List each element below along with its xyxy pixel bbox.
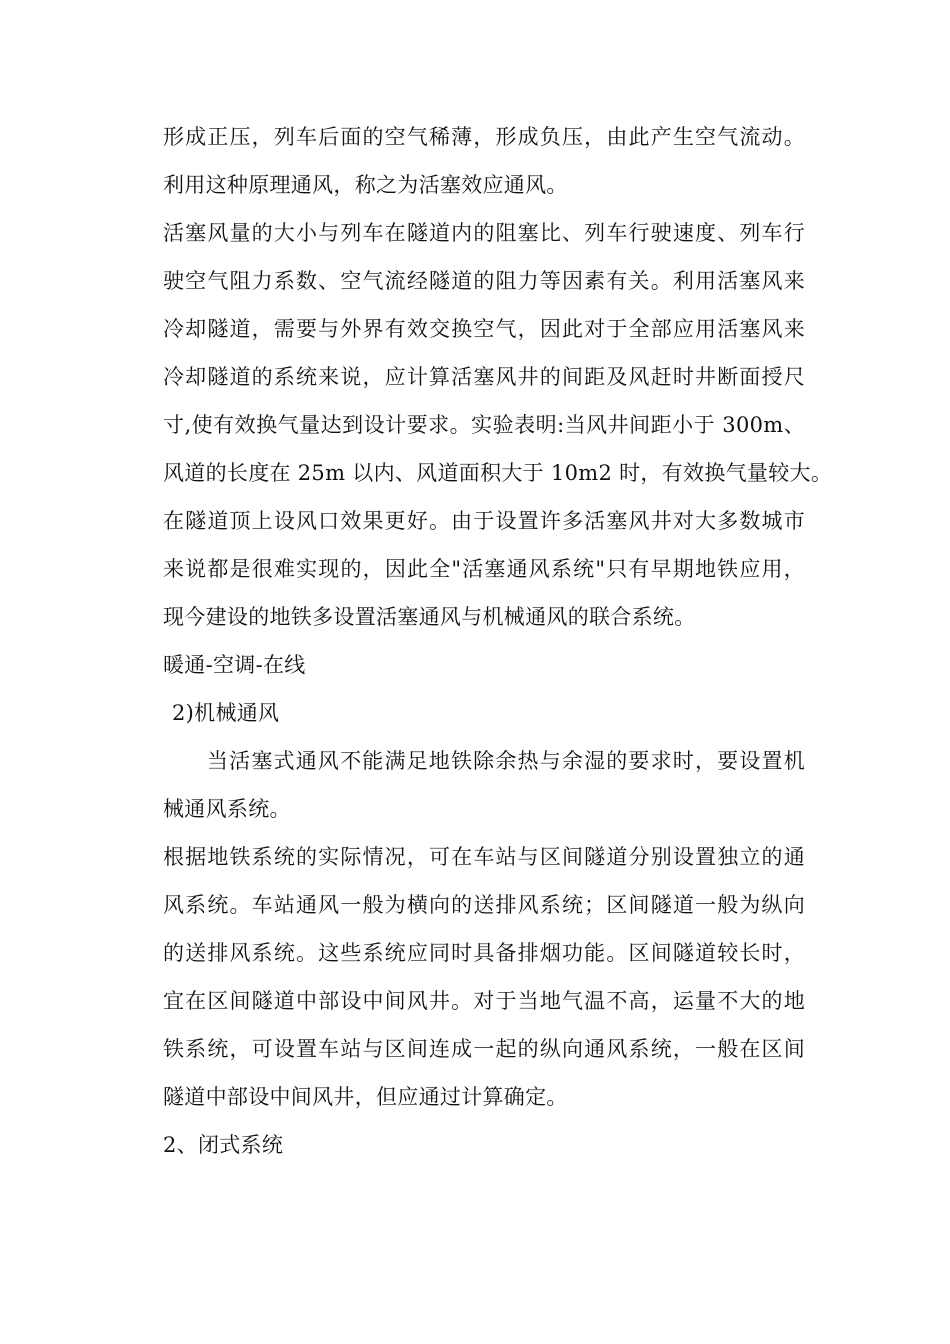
text-line: 驶空气阻力系数、空气流经隧道的阻力等因素有关。利用活塞风来	[163, 269, 805, 293]
text-line: 冷却隧道，需要与外界有效交换空气，因此对于全部应用活塞风来	[163, 317, 805, 341]
text-line: 隧道中部设中间风井，但应通过计算确定。	[163, 1085, 568, 1109]
section-heading-mechanical-ventilation: 2)机械通风	[172, 701, 280, 725]
text-line: 利用这种原理通风，称之为活塞效应通风。	[163, 173, 568, 197]
text-line: 铁系统，可设置车站与区间连成一起的纵向通风系统，一般在区间	[163, 1037, 805, 1061]
text-line: 风系统。车站通风一般为横向的送排风系统；区间隧道一般为纵向	[163, 893, 805, 917]
text-line: 在隧道顶上设风口效果更好。由于设置许多活塞风井对大多数城市	[163, 509, 805, 533]
text-line: 活塞风量的大小与列车在隧道内的阻塞比、列车行驶速度、列车行	[163, 221, 805, 245]
text-line: 来说都是很难实现的，因此全"活塞通风系统"只有早期地铁应用，	[163, 557, 805, 581]
text-line: 冷却隧道的系统来说，应计算活塞风井的间距及风赶时井断面授尺	[163, 365, 805, 389]
text-line: 现今建设的地铁多设置活塞通风与机械通风的联合系统。	[163, 605, 696, 629]
text-line: 根据地铁系统的实际情况，可在车站与区间隧道分别设置独立的通	[163, 845, 805, 869]
text-line: 宜在区间隧道中部设中间风井。对于当地气温不高，运量不大的地	[163, 989, 805, 1013]
section-heading-closed-system: 2、闭式系统	[163, 1133, 284, 1157]
section-label: 暖通-空调-在线	[163, 653, 306, 677]
text-line: 的送排风系统。这些系统应同时具备排烟功能。区间隧道较长时，	[163, 941, 805, 965]
text-line: 当活塞式通风不能满足地铁除余热与余湿的要求时，要设置机	[207, 749, 805, 773]
document-body	[163, 113, 833, 1169]
text-line: 风道的长度在 25m 以内、风道面积大于 10m2 时，有效换气量较大。	[163, 461, 833, 485]
text-line: 寸,使有效换气量达到设计要求。实验表明:当风井间距小于 300m、	[163, 413, 805, 437]
text-line: 形成正压，列车后面的空气稀薄，形成负压，由此产生空气流动。	[163, 125, 805, 149]
text-line: 械通风系统。	[163, 797, 291, 821]
